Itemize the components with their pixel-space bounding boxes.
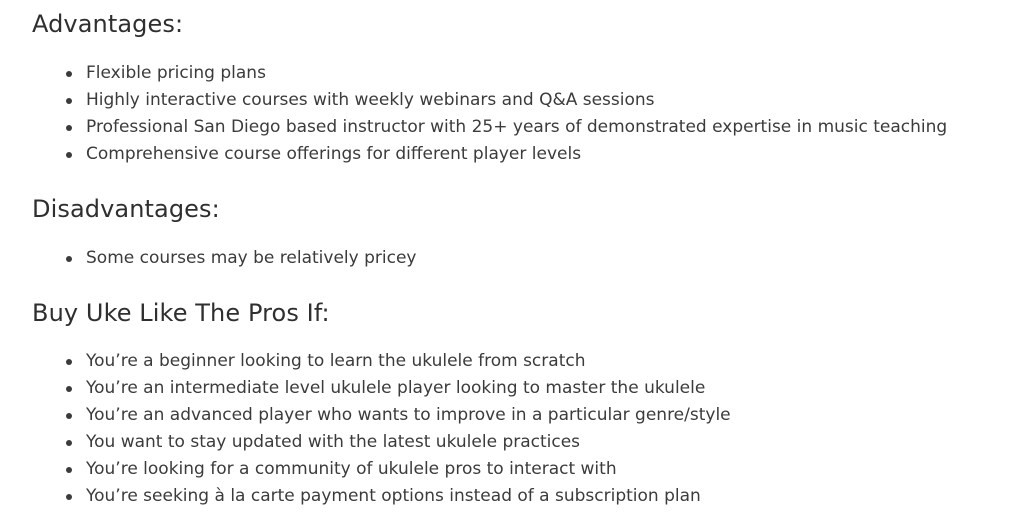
list-item-text: Some courses may be relatively pricey — [86, 248, 417, 268]
bullet-icon — [66, 359, 72, 365]
list-item — [32, 245, 416, 272]
list-item — [32, 402, 731, 429]
bullet-icon — [66, 440, 72, 446]
list-item-text: Professional San Diego based instructor with 25+ years of demonstrated expertise in music teaching — [86, 117, 948, 137]
list-item — [32, 456, 731, 483]
bullet-icon — [66, 494, 72, 500]
list-item — [32, 429, 731, 456]
bullet-icon — [66, 152, 72, 158]
list-item-text: You’re a beginner looking to learn the ukulele from scratch — [86, 351, 586, 371]
list-item — [32, 375, 731, 402]
list-item-text: You’re an advanced player who wants to improve in a particular genre/style — [86, 405, 731, 425]
advantages-list — [32, 60, 947, 168]
disadvantages-list — [32, 245, 416, 272]
list-item-text: You’re an intermediate level ukulele player looking to master the ukulele — [86, 378, 706, 398]
list-item-text: You’re seeking à la carte payment options instead of a subscription plan — [86, 486, 701, 506]
list-item — [32, 141, 947, 168]
list-item-text: You’re looking for a community of ukulele pros to interact with — [86, 459, 617, 479]
list-item — [32, 348, 731, 375]
bullet-icon — [66, 467, 72, 473]
list-item — [32, 114, 947, 141]
list-item-text: You want to stay updated with the latest ukulele practices — [86, 432, 581, 452]
list-item — [32, 483, 731, 510]
bullet-icon — [66, 413, 72, 419]
list-item — [32, 87, 947, 114]
buy-if-heading: Buy Uke Like The Pros If: — [32, 299, 330, 327]
bullet-icon — [66, 386, 72, 392]
list-item-text: Highly interactive courses with weekly webinars and Q&A sessions — [86, 90, 655, 110]
advantages-heading: Advantages: — [32, 10, 184, 38]
bullet-icon — [66, 125, 72, 131]
list-item-text: Flexible pricing plans — [86, 63, 266, 83]
list-item-text: Comprehensive course offerings for different player levels — [86, 144, 582, 164]
bullet-icon — [66, 71, 72, 77]
bullet-icon — [66, 256, 72, 262]
list-item — [32, 60, 947, 87]
buy-if-list — [32, 348, 731, 510]
bullet-icon — [66, 98, 72, 104]
disadvantages-heading: Disadvantages: — [32, 195, 220, 223]
